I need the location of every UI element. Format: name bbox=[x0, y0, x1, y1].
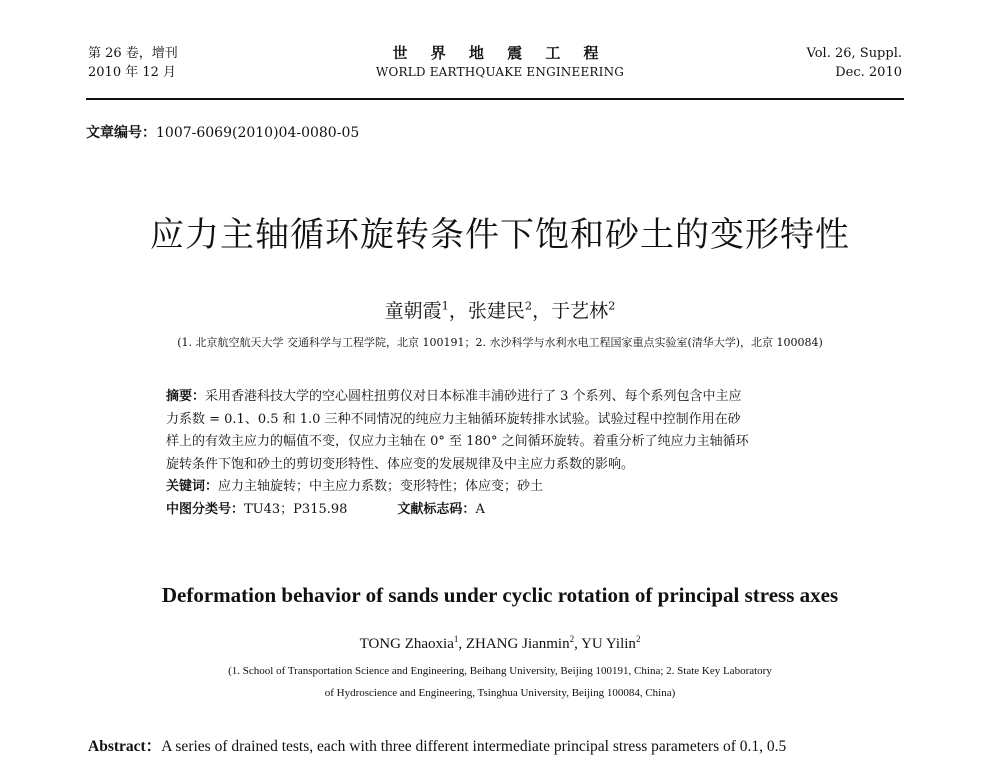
author-cn: 童朝霞 bbox=[384, 300, 442, 322]
abstract-en bbox=[88, 734, 786, 756]
keywords-value: 应力主轴旋转；中主应力系数；变形特性；体应变；砂土 bbox=[218, 479, 544, 494]
author-en: TONG Zhaoxia bbox=[359, 636, 454, 652]
author-affil-mark: 1 bbox=[441, 298, 449, 313]
abstract-cn-line: 采用香港科技大学的空心圆柱扭剪仪对日本标准丰浦砂进行了 3 个系列、每个系列包含中主应 bbox=[205, 389, 742, 404]
author-affil-mark: 2 bbox=[569, 634, 575, 644]
author-affil-mark: 2 bbox=[608, 298, 616, 313]
abstract-cn-line: 样上的有效主应力的幅值不变，仅应力主轴在 0° 至 180° 之间循环旋转。着重分析了纯应力主轴循环 bbox=[166, 434, 749, 449]
affiliation-en-line: of Hydroscience and Engineering, Tsinghua University, Beijing 100084, China) bbox=[324, 687, 676, 699]
keywords bbox=[166, 476, 846, 499]
author-en: ZHANG Jianmin bbox=[465, 636, 570, 652]
classification-label: 中图分类号： bbox=[166, 501, 245, 517]
author-cn: 于艺林 bbox=[551, 300, 609, 322]
journal-name bbox=[300, 44, 700, 82]
header-volume: 第 26 卷，增刊 bbox=[88, 46, 178, 61]
abstract-cn-line: 力系数 = 0.1、0.5 和 1.0 三种不同情况的纯应力主轴循环旋转排水试验。试验过程中控制作用在砂 bbox=[166, 411, 741, 427]
header-volume-info bbox=[88, 44, 178, 82]
title-en: Deformation behavior of sands under cyclic rotation of principal stress axes bbox=[161, 583, 839, 607]
article-number bbox=[86, 122, 359, 142]
authors-cn bbox=[0, 296, 1000, 323]
abstract-cn-line: 旋转条件下饱和砂土的剪切变形特性、体应变的发展规律及中主应力系数的影响。 bbox=[166, 456, 635, 472]
header-volume-en: Vol. 26, Suppl. bbox=[806, 46, 902, 61]
author-separator: ， bbox=[448, 300, 468, 322]
header-rule bbox=[86, 98, 904, 100]
abstract-en-text: A series of drained tests, each with three different intermediate principal stress parameters of 0.1, 0.5 bbox=[161, 738, 787, 755]
abstract-cn-label: 摘要： bbox=[166, 389, 206, 404]
affiliation-cn: (1. 北京航空航天大学 交通科学与工程学院，北京 100191；2. 水沙科学与水利水电工程国家重点实验室(清华大学)，北京 100084) bbox=[177, 336, 823, 349]
title-cn: 应力主轴循环旋转条件下饱和砂土的变形特性 bbox=[150, 215, 850, 255]
author-affil-mark: 2 bbox=[635, 634, 641, 644]
abstract-en-label: Abstract： bbox=[88, 738, 162, 755]
classification bbox=[166, 499, 846, 522]
authors-en bbox=[0, 636, 1000, 653]
doc-code-value: A bbox=[475, 501, 485, 517]
article-number-value: 1007-6069(2010)04-0080-05 bbox=[156, 125, 360, 141]
author-en: YU Yilin bbox=[581, 636, 636, 652]
author-affil-mark: 2 bbox=[524, 298, 533, 313]
abstract-cn-block bbox=[166, 386, 846, 521]
classification-value: TU43；P315.98 bbox=[244, 501, 348, 517]
author-separator: ， bbox=[532, 300, 552, 322]
header-date: 2010 年 12 月 bbox=[88, 65, 177, 80]
author-separator: , bbox=[574, 636, 582, 652]
journal-name-en: WORLD EARTHQUAKE ENGINEERING bbox=[375, 65, 625, 79]
journal-name-cn: 世 界 地 震 工 程 bbox=[392, 44, 608, 62]
keywords-label: 关键词： bbox=[166, 479, 219, 494]
author-affil-mark: 1 bbox=[453, 634, 459, 644]
header-date-en: Dec. 2010 bbox=[835, 65, 902, 80]
author-cn: 张建民 bbox=[467, 300, 525, 322]
header-volume-info-en bbox=[807, 44, 902, 82]
article-number-label: 文章编号： bbox=[86, 125, 156, 141]
author-separator: , bbox=[458, 636, 466, 652]
doc-code-label: 文献标志码： bbox=[397, 501, 476, 517]
affiliation-en-line: (1. School of Transportation Science and Engineering, Beihang University, Beijing 100191, China; 2. State Key Laboratory bbox=[228, 665, 772, 677]
